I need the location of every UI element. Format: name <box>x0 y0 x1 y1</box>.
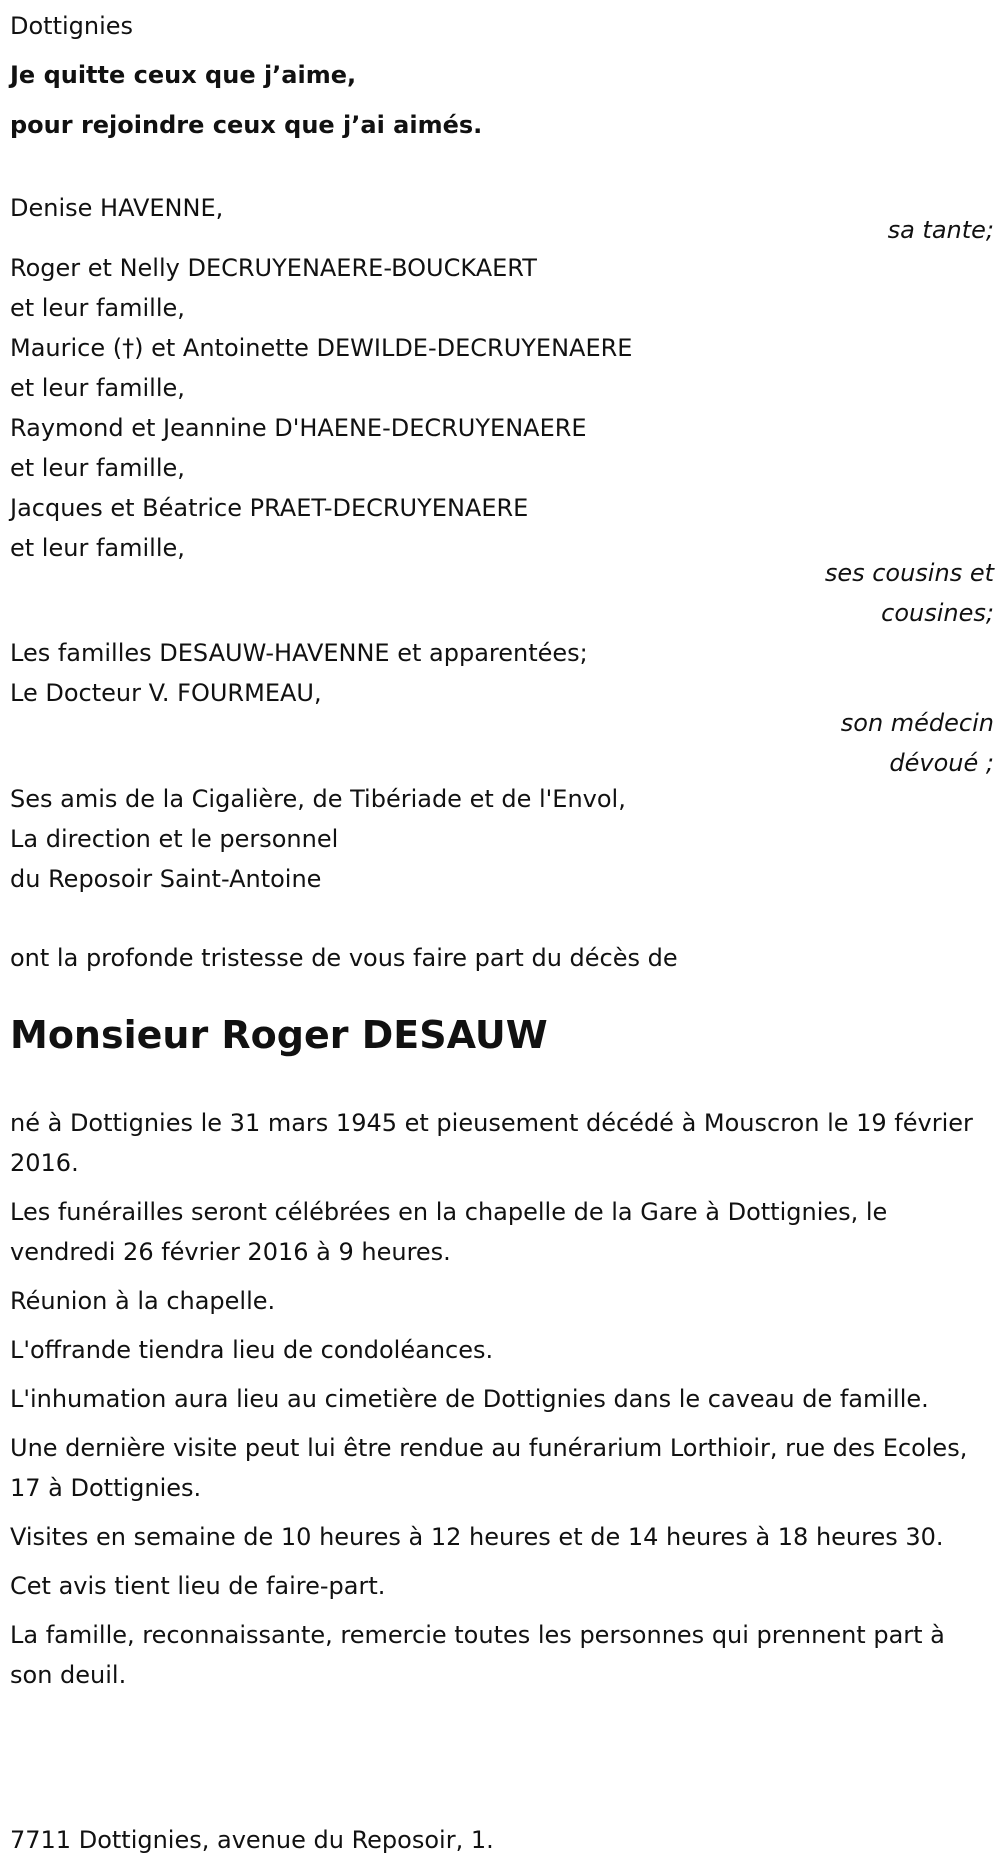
families-line: Les familles DESAUW-HAVENNE et apparentées; <box>10 639 588 667</box>
detail-paragraph: Réunion à la chapelle. <box>10 1287 276 1315</box>
doctor-relation-line-1: son médecin <box>840 709 994 737</box>
announcement-text: ont la profonde tristesse de vous faire part du décès de <box>10 944 678 972</box>
detail-paragraph: Visites en semaine de 10 heures à 12 heures et de 14 heures à 18 heures 30. <box>10 1523 944 1551</box>
cousins-relation-line-2: cousines; <box>881 599 994 627</box>
detail-paragraph: La famille, reconnaissante, remercie toutes les personnes qui prennent part à son deuil. <box>10 1621 945 1689</box>
announcement-block <box>10 938 994 978</box>
doctor-relation-line-2: dévoué ; <box>889 749 994 777</box>
doctor-block <box>10 673 994 777</box>
aunt-block <box>10 188 994 244</box>
details-paragraphs <box>10 1103 994 1704</box>
quote-line-1: Je quitte ceux que j’aime, <box>10 61 357 89</box>
friends-line: La direction et le personnel <box>10 825 339 853</box>
cousin-line: et leur famille, <box>10 454 185 482</box>
quote-line-2: pour rejoindre ceux que j’ai aimés. <box>10 111 483 139</box>
cousins-relation-line-1: ses cousins et <box>824 559 994 587</box>
families-block <box>10 633 994 673</box>
cousin-line: Jacques et Béatrice PRAET-DECRUYENAERE <box>10 494 529 522</box>
detail-paragraph: Les funérailles seront célébrées en la chapelle de la Gare à Dottignies, le vendredi 26 février 2016 à 9 heures. <box>10 1198 888 1266</box>
cousin-line: Roger et Nelly DECRUYENAERE-BOUCKAERT <box>10 254 537 282</box>
detail-paragraph: Une dernière visite peut lui être rendue au funérarium Lorthioir, rue des Ecoles, 17 à Dottignies. <box>10 1434 968 1502</box>
address-line: 7711 Dottignies, avenue du Reposoir, 1. <box>10 1826 494 1854</box>
doctor-name: Le Docteur V. FOURMEAU, <box>10 679 322 707</box>
friends-line: du Reposoir Saint-Antoine <box>10 865 322 893</box>
cousin-line: et leur famille, <box>10 534 185 562</box>
friends-block <box>10 779 994 899</box>
aunt-relation: sa tante; <box>887 216 994 244</box>
cousin-line: et leur famille, <box>10 294 185 322</box>
deceased-name: Monsieur Roger DESAUW <box>10 1013 548 1057</box>
friends-line: Ses amis de la Cigalière, de Tibériade et de l'Envol, <box>10 785 626 813</box>
cousin-line: et leur famille, <box>10 374 185 402</box>
location-heading: Dottignies <box>10 12 134 40</box>
cousins-block <box>10 248 994 627</box>
detail-paragraph: L'inhumation aura lieu au cimetière de Dottignies dans le caveau de famille. <box>10 1385 929 1413</box>
detail-paragraph: né à Dottignies le 31 mars 1945 et pieusement décédé à Mouscron le 19 février 2016. <box>10 1109 973 1177</box>
detail-paragraph: L'offrande tiendra lieu de condoléances. <box>10 1336 494 1364</box>
detail-paragraph: Cet avis tient lieu de faire-part. <box>10 1572 386 1600</box>
cousin-line: Raymond et Jeannine D'HAENE-DECRUYENAERE <box>10 414 587 442</box>
aunt-name: Denise HAVENNE, <box>10 194 224 222</box>
cousin-line: Maurice (†) et Antoinette DEWILDE-DECRUYENAERE <box>10 334 633 362</box>
